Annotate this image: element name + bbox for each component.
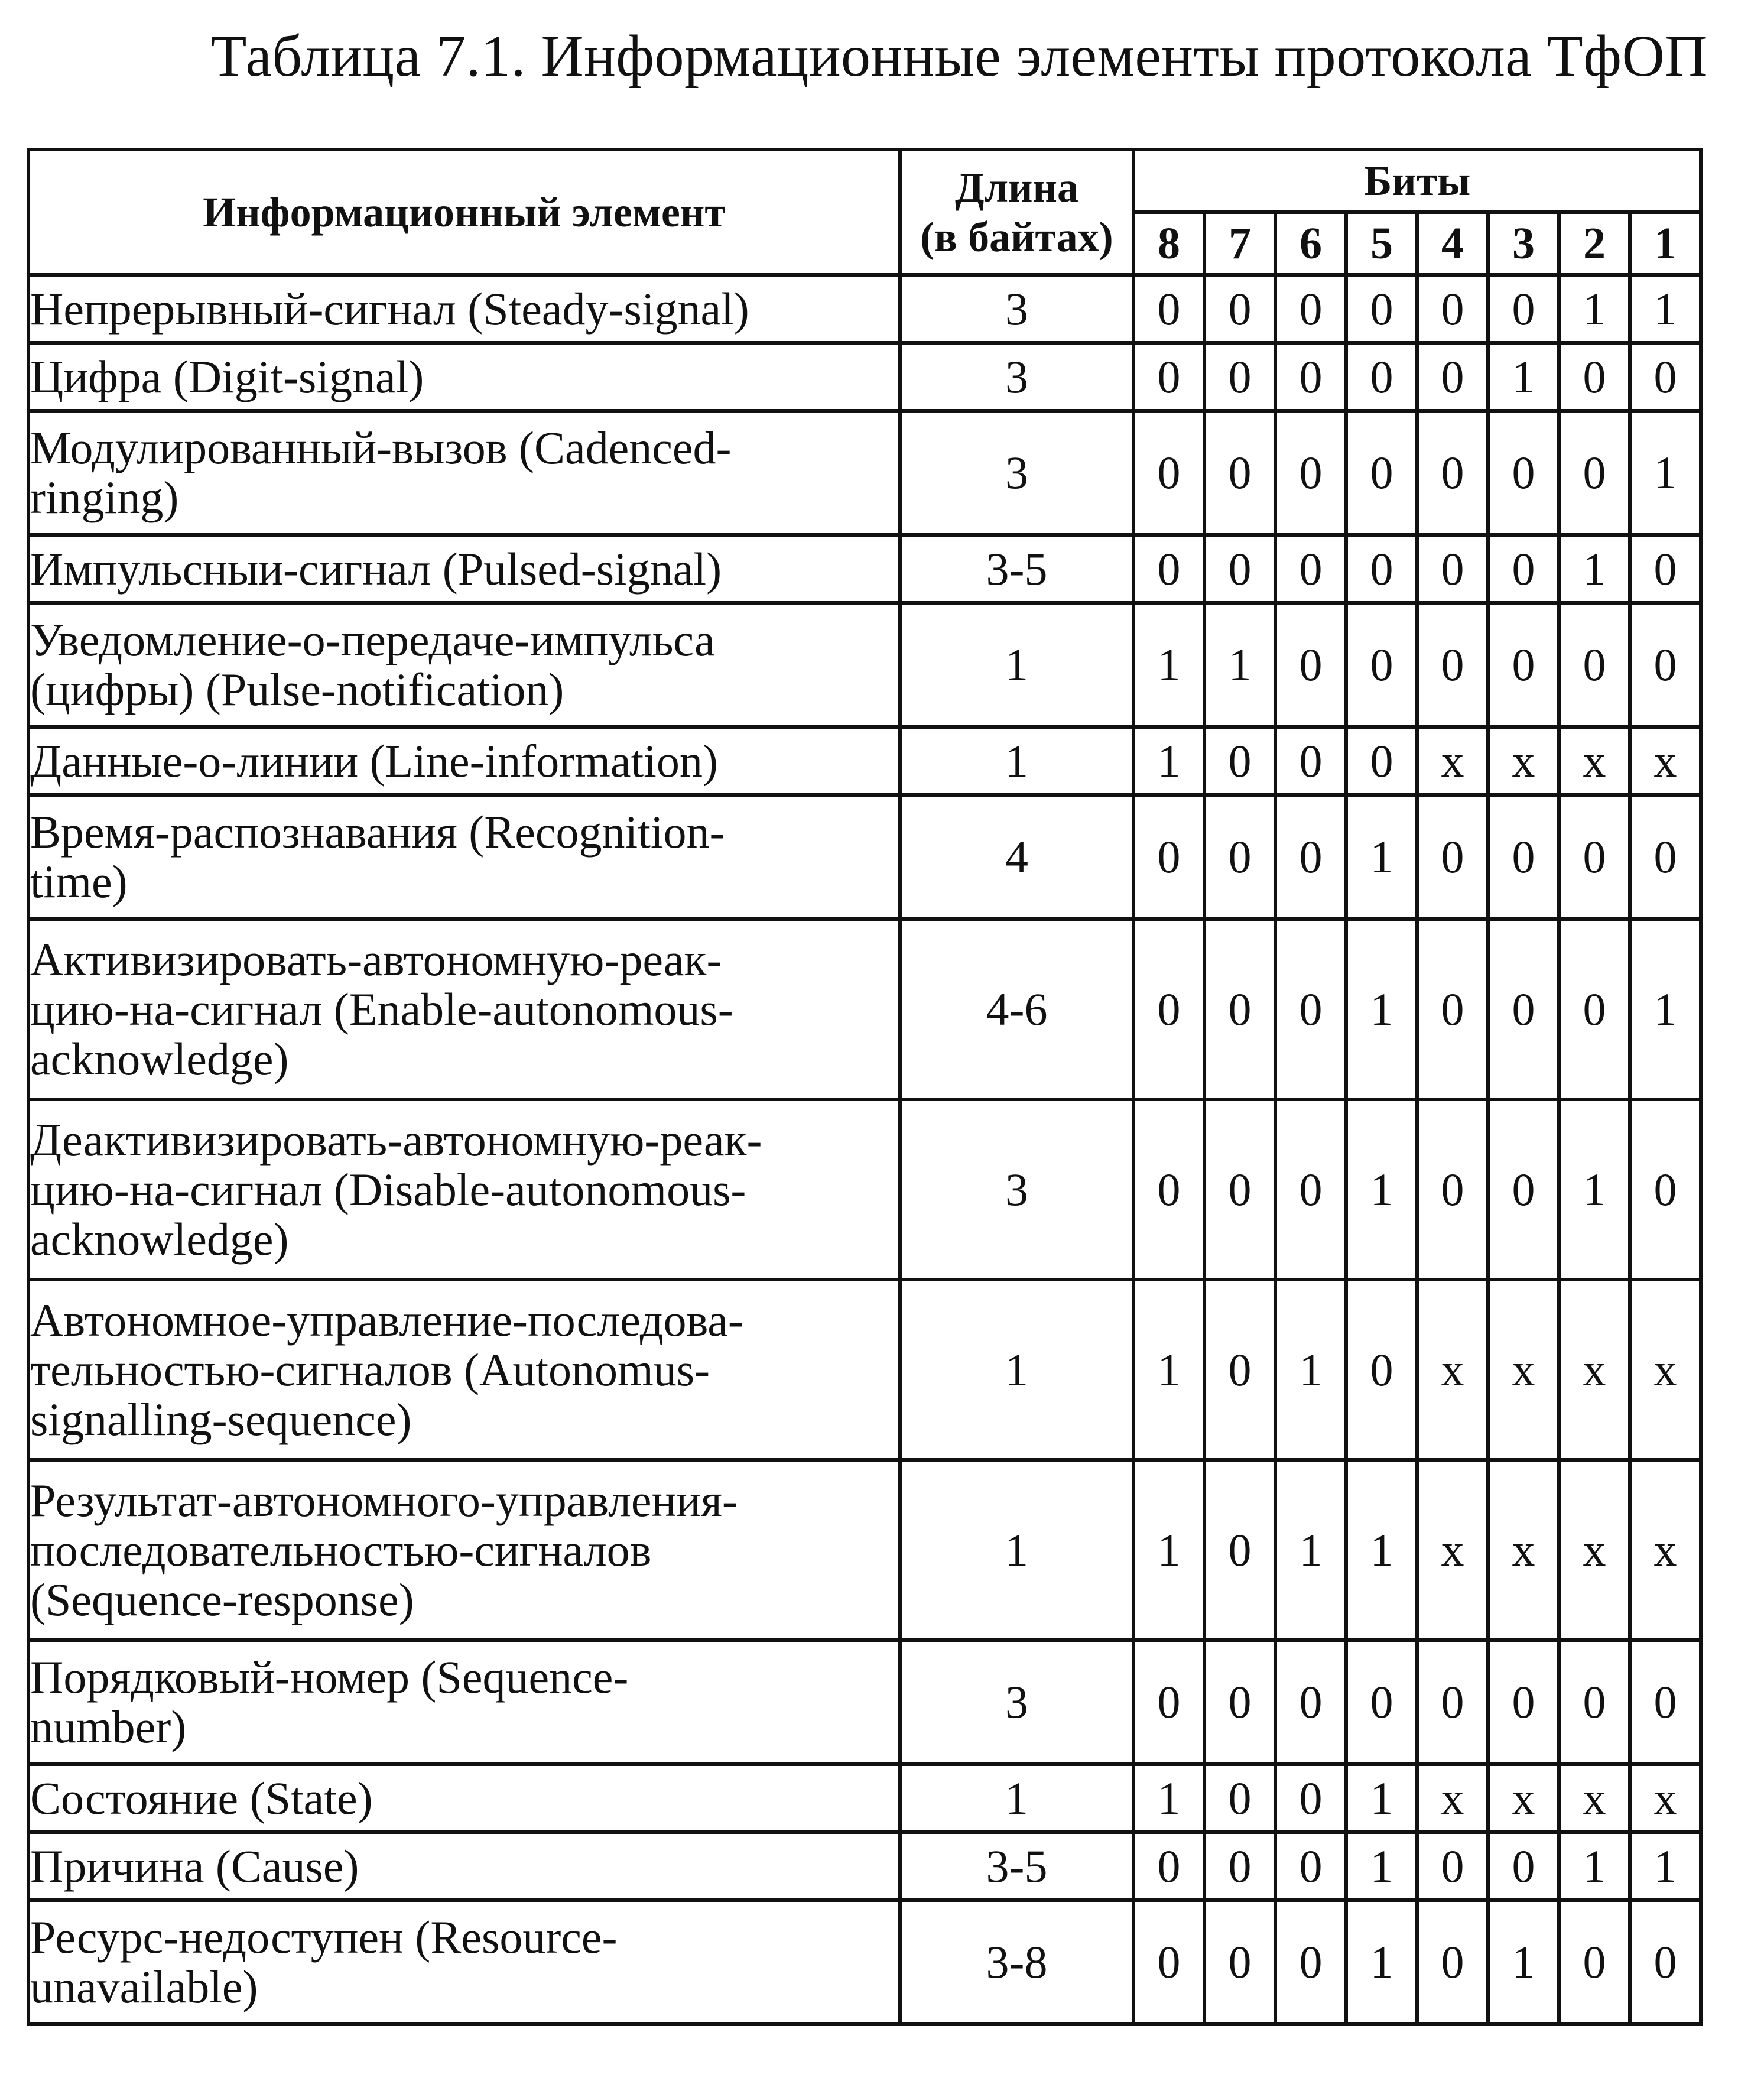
bit-cell-2: 1 xyxy=(1559,535,1630,603)
element-length: 3-5 xyxy=(900,535,1133,603)
bit-cell-3: 0 xyxy=(1488,1640,1559,1764)
element-name: Уведомление-о-передаче-импульса (цифры) (Pulse-notification) xyxy=(28,603,900,727)
bit-cell-1: 0 xyxy=(1630,603,1701,727)
bit-cell-8: 0 xyxy=(1133,411,1204,535)
element-name: Состояние (State) xyxy=(28,1764,900,1832)
header-length: Длина (в байтах) xyxy=(900,150,1133,275)
bit-cell-3: 0 xyxy=(1488,919,1559,1099)
element-length: 1 xyxy=(900,1460,1133,1640)
bit-cell-1: 1 xyxy=(1630,1832,1701,1900)
bit-cell-3: 0 xyxy=(1488,411,1559,535)
bit-cell-1: 0 xyxy=(1630,1900,1701,2024)
bit-cell-6: 0 xyxy=(1275,1764,1346,1832)
element-length: 4-6 xyxy=(900,919,1133,1099)
bit-cell-5: 1 xyxy=(1346,1832,1417,1900)
bit-cell-2: 0 xyxy=(1559,795,1630,919)
bit-cell-7: 0 xyxy=(1204,1099,1275,1280)
bit-cell-1: x xyxy=(1630,1460,1701,1640)
bit-cell-5: 1 xyxy=(1346,795,1417,919)
bit-cell-6: 0 xyxy=(1275,535,1346,603)
header-bit-5: 5 xyxy=(1346,212,1417,275)
element-name: Автономное-управление-последова- тельностью-сигналов (Autonomus- signalling-sequence) xyxy=(28,1280,900,1460)
bit-cell-8: 1 xyxy=(1133,1280,1204,1460)
table-row xyxy=(28,1280,1701,1460)
bit-cell-4: 0 xyxy=(1417,275,1488,343)
bit-cell-4: 0 xyxy=(1417,603,1488,727)
bit-cell-7: 0 xyxy=(1204,795,1275,919)
bit-cell-1: x xyxy=(1630,1764,1701,1832)
table-row xyxy=(28,1460,1701,1640)
element-length: 1 xyxy=(900,727,1133,795)
bit-cell-8: 0 xyxy=(1133,343,1204,411)
bit-cell-4: x xyxy=(1417,1280,1488,1460)
bit-cell-5: 1 xyxy=(1346,1460,1417,1640)
bit-cell-3: 0 xyxy=(1488,275,1559,343)
bit-cell-5: 1 xyxy=(1346,919,1417,1099)
bit-cell-2: 0 xyxy=(1559,1900,1630,2024)
element-name: Порядковый-номер (Sequence- number) xyxy=(28,1640,900,1764)
bit-cell-7: 0 xyxy=(1204,411,1275,535)
table-row xyxy=(28,1099,1701,1280)
bit-cell-2: x xyxy=(1559,1460,1630,1640)
bit-cell-7: 0 xyxy=(1204,343,1275,411)
bit-cell-2: 0 xyxy=(1559,343,1630,411)
table-row xyxy=(28,343,1701,411)
bit-cell-7: 0 xyxy=(1204,535,1275,603)
bit-cell-5: 1 xyxy=(1346,1099,1417,1280)
bit-cell-4: 0 xyxy=(1417,1640,1488,1764)
bit-cell-8: 0 xyxy=(1133,795,1204,919)
element-length: 3 xyxy=(900,275,1133,343)
bit-cell-7: 0 xyxy=(1204,1832,1275,1900)
bit-cell-4: 0 xyxy=(1417,1099,1488,1280)
bit-cell-4: 0 xyxy=(1417,795,1488,919)
bit-cell-1: 0 xyxy=(1630,535,1701,603)
bit-cell-3: 0 xyxy=(1488,795,1559,919)
bit-cell-3: 1 xyxy=(1488,343,1559,411)
element-name: Результат-автономного-управления- последовательностью-сигналов (Sequence-response) xyxy=(28,1460,900,1640)
table-row xyxy=(28,1900,1701,2024)
table-row xyxy=(28,535,1701,603)
bit-cell-4: x xyxy=(1417,1764,1488,1832)
header-bit-7: 7 xyxy=(1204,212,1275,275)
table-row xyxy=(28,1832,1701,1900)
bit-cell-1: 1 xyxy=(1630,275,1701,343)
bit-cell-3: x xyxy=(1488,1764,1559,1832)
bit-cell-5: 1 xyxy=(1346,1900,1417,2024)
bit-cell-6: 0 xyxy=(1275,1832,1346,1900)
bit-cell-8: 0 xyxy=(1133,919,1204,1099)
element-length: 1 xyxy=(900,603,1133,727)
bit-cell-1: x xyxy=(1630,1280,1701,1460)
bit-cell-1: 0 xyxy=(1630,343,1701,411)
header-bits: Биты xyxy=(1133,150,1701,212)
bit-cell-5: 0 xyxy=(1346,603,1417,727)
bit-cell-7: 0 xyxy=(1204,1900,1275,2024)
bit-cell-6: 0 xyxy=(1275,603,1346,727)
element-name: Причина (Cause) xyxy=(28,1832,900,1900)
element-length: 3 xyxy=(900,1640,1133,1764)
bit-cell-1: x xyxy=(1630,727,1701,795)
bit-cell-7: 0 xyxy=(1204,1460,1275,1640)
element-name: Деактивизировать-автономную-реак- цию-на-сигнал (Disable-autonomous- acknowledge) xyxy=(28,1099,900,1280)
header-bit-2: 2 xyxy=(1559,212,1630,275)
table-row xyxy=(28,795,1701,919)
bit-cell-6: 0 xyxy=(1275,411,1346,535)
bit-cell-6: 1 xyxy=(1275,1460,1346,1640)
bit-cell-8: 0 xyxy=(1133,535,1204,603)
bit-cell-4: 0 xyxy=(1417,1832,1488,1900)
bit-cell-7: 0 xyxy=(1204,1764,1275,1832)
bit-cell-2: x xyxy=(1559,1280,1630,1460)
bit-cell-2: 1 xyxy=(1559,1099,1630,1280)
bit-cell-4: 0 xyxy=(1417,919,1488,1099)
bit-cell-4: 0 xyxy=(1417,535,1488,603)
element-length: 3 xyxy=(900,1099,1133,1280)
bit-cell-5: 0 xyxy=(1346,727,1417,795)
table-caption: Таблица 7.1. Информационные элементы протокола ТфОП xyxy=(210,23,1708,89)
bit-cell-3: x xyxy=(1488,727,1559,795)
table-body xyxy=(28,275,1701,2024)
bit-cell-6: 0 xyxy=(1275,795,1346,919)
table-row xyxy=(28,1640,1701,1764)
bit-cell-2: 0 xyxy=(1559,411,1630,535)
bit-cell-2: 0 xyxy=(1559,1640,1630,1764)
element-name: Цифра (Digit-signal) xyxy=(28,343,900,411)
bit-cell-2: 0 xyxy=(1559,919,1630,1099)
header-bit-3: 3 xyxy=(1488,212,1559,275)
bit-cell-4: 0 xyxy=(1417,411,1488,535)
element-name: Данные-о-линии (Line-information) xyxy=(28,727,900,795)
element-length: 1 xyxy=(900,1280,1133,1460)
bit-cell-2: 1 xyxy=(1559,1832,1630,1900)
header-bit-8: 8 xyxy=(1133,212,1204,275)
table-row xyxy=(28,603,1701,727)
element-name: Ресурс-недоступен (Resource- unavailable) xyxy=(28,1900,900,2024)
bit-cell-8: 0 xyxy=(1133,275,1204,343)
bit-cell-6: 0 xyxy=(1275,727,1346,795)
bit-cell-1: 1 xyxy=(1630,411,1701,535)
element-length: 3-5 xyxy=(900,1832,1133,1900)
bit-cell-2: 1 xyxy=(1559,275,1630,343)
bit-cell-5: 0 xyxy=(1346,411,1417,535)
bit-cell-6: 0 xyxy=(1275,919,1346,1099)
bit-cell-7: 0 xyxy=(1204,1280,1275,1460)
bit-cell-7: 1 xyxy=(1204,603,1275,727)
bit-cell-8: 0 xyxy=(1133,1900,1204,2024)
header-bit-6: 6 xyxy=(1275,212,1346,275)
bit-cell-6: 0 xyxy=(1275,1099,1346,1280)
table-row xyxy=(28,1764,1701,1832)
element-length: 3 xyxy=(900,411,1133,535)
bit-cell-8: 1 xyxy=(1133,1764,1204,1832)
bit-cell-1: 1 xyxy=(1630,919,1701,1099)
bit-cell-7: 0 xyxy=(1204,1640,1275,1764)
bit-cell-3: 0 xyxy=(1488,603,1559,727)
element-length: 1 xyxy=(900,1764,1133,1832)
table-row xyxy=(28,411,1701,535)
header-bit-4: 4 xyxy=(1417,212,1488,275)
bit-cell-8: 0 xyxy=(1133,1099,1204,1280)
table-row xyxy=(28,727,1701,795)
bit-cell-3: 1 xyxy=(1488,1900,1559,2024)
bit-cell-5: 0 xyxy=(1346,1280,1417,1460)
bit-cell-5: 0 xyxy=(1346,275,1417,343)
bit-cell-5: 0 xyxy=(1346,343,1417,411)
table-row xyxy=(28,919,1701,1099)
bit-cell-8: 0 xyxy=(1133,1640,1204,1764)
element-length: 4 xyxy=(900,795,1133,919)
element-name: Модулированный-вызов (Cadenced- ringing) xyxy=(28,411,900,535)
bit-cell-7: 0 xyxy=(1204,275,1275,343)
element-name: Активизировать-автономную-реак- цию-на-сигнал (Enable-autonomous- acknowledge) xyxy=(28,919,900,1099)
bit-cell-4: 0 xyxy=(1417,343,1488,411)
info-elements-table xyxy=(27,148,1703,2026)
bit-cell-7: 0 xyxy=(1204,919,1275,1099)
bit-cell-4: 0 xyxy=(1417,1900,1488,2024)
header-bit-1: 1 xyxy=(1630,212,1701,275)
bit-cell-8: 0 xyxy=(1133,1832,1204,1900)
bit-cell-8: 1 xyxy=(1133,603,1204,727)
element-length: 3-8 xyxy=(900,1900,1133,2024)
bit-cell-8: 1 xyxy=(1133,1460,1204,1640)
element-name: Время-распознавания (Recognition- time) xyxy=(28,795,900,919)
element-name: Импульсныи-сигнал (Pulsed-signal) xyxy=(28,535,900,603)
bit-cell-2: x xyxy=(1559,727,1630,795)
bit-cell-5: 0 xyxy=(1346,1640,1417,1764)
bit-cell-6: 0 xyxy=(1275,343,1346,411)
bit-cell-6: 0 xyxy=(1275,1640,1346,1764)
bit-cell-5: 0 xyxy=(1346,535,1417,603)
bit-cell-1: 0 xyxy=(1630,1099,1701,1280)
element-length: 3 xyxy=(900,343,1133,411)
bit-cell-6: 0 xyxy=(1275,275,1346,343)
bit-cell-3: 0 xyxy=(1488,1832,1559,1900)
bit-cell-7: 0 xyxy=(1204,727,1275,795)
bit-cell-4: x xyxy=(1417,1460,1488,1640)
bit-cell-3: x xyxy=(1488,1280,1559,1460)
bit-cell-5: 1 xyxy=(1346,1764,1417,1832)
bit-cell-3: 0 xyxy=(1488,1099,1559,1280)
bit-cell-3: x xyxy=(1488,1460,1559,1640)
bit-cell-6: 1 xyxy=(1275,1280,1346,1460)
bit-cell-1: 0 xyxy=(1630,795,1701,919)
bit-cell-2: x xyxy=(1559,1764,1630,1832)
header-element: Информационный элемент xyxy=(28,150,900,275)
element-name: Непрерывный-сигнал (Steady-signal) xyxy=(28,275,900,343)
bit-cell-3: 0 xyxy=(1488,535,1559,603)
bit-cell-2: 0 xyxy=(1559,603,1630,727)
bit-cell-1: 0 xyxy=(1630,1640,1701,1764)
bit-cell-4: x xyxy=(1417,727,1488,795)
bit-cell-6: 0 xyxy=(1275,1900,1346,2024)
table-row xyxy=(28,275,1701,343)
bit-cell-8: 1 xyxy=(1133,727,1204,795)
